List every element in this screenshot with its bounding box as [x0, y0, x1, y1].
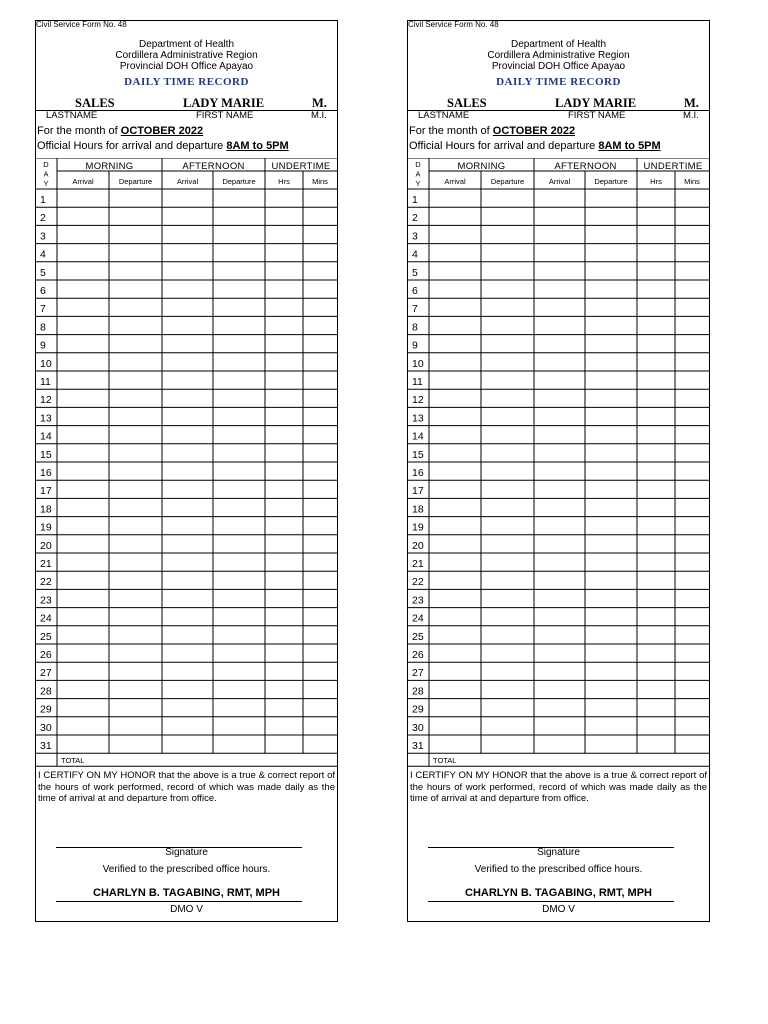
day-number: 1	[40, 194, 46, 206]
day-number: 5	[40, 266, 46, 279]
first-name-label: FIRST NAME	[568, 110, 626, 121]
day-number: 6	[412, 285, 418, 297]
day-number: 19	[40, 521, 52, 534]
day-number: 13	[412, 412, 424, 425]
column-header: Mins	[312, 177, 328, 186]
day-number: 10	[40, 357, 52, 370]
day-number: 11	[412, 376, 423, 388]
official-hours-line	[409, 140, 661, 152]
officer-title: DMO V	[542, 904, 575, 915]
day-number: 30	[40, 721, 52, 734]
day-number: 10	[412, 357, 424, 370]
day-number: 15	[40, 448, 52, 461]
officer-line	[56, 901, 302, 902]
column-header: Departure	[490, 177, 525, 186]
last-name-label: LASTNAME	[46, 110, 98, 121]
month-prefix: For the month of	[409, 125, 490, 137]
month-prefix: For the month of	[37, 125, 118, 137]
day-number: 29	[40, 703, 52, 716]
day-number: 3	[412, 230, 418, 243]
middle-initial: M.	[312, 96, 327, 110]
total-label: TOTAL	[61, 756, 85, 766]
day-number: 22	[412, 576, 424, 589]
day-number: 5	[412, 266, 418, 279]
day-number: 4	[412, 248, 418, 261]
day-number: 20	[412, 539, 424, 552]
day-number: 12	[40, 394, 52, 407]
day-number: 1	[412, 194, 418, 206]
day-header-letter: Y	[43, 179, 49, 188]
mi-label: M.I.	[683, 110, 699, 121]
day-header-letter: D	[43, 160, 49, 169]
header-line: Cordillera Administrative Region	[487, 50, 630, 61]
day-number: 30	[412, 721, 424, 734]
dtr-form-right	[407, 20, 710, 922]
verified-text: Verified to the prescribed office hours.	[474, 864, 643, 875]
column-header: Departure	[594, 177, 628, 186]
group-header: UNDERTIME	[271, 161, 331, 172]
form-number: Civil Service Form No. 48	[36, 20, 127, 29]
dtr-table	[407, 158, 710, 768]
day-number: 9	[412, 339, 418, 352]
month-value: OCTOBER 2022	[120, 125, 204, 137]
day-number: 27	[40, 667, 52, 680]
month-line	[37, 125, 203, 137]
mi-label: M.I.	[311, 110, 327, 121]
column-header: Departure	[222, 177, 256, 186]
day-number: 22	[40, 576, 52, 589]
day-header-letter: A	[415, 169, 421, 179]
column-header: Arrival	[444, 177, 466, 186]
day-number: 29	[412, 703, 424, 716]
day-number: 21	[412, 558, 424, 570]
day-number: 21	[40, 558, 52, 570]
day-header-letter: A	[43, 169, 49, 179]
day-number: 17	[412, 485, 424, 498]
first-name-label: FIRST NAME	[196, 110, 254, 121]
hours-value: 8AM to 5PM	[226, 140, 289, 152]
day-number: 31	[40, 740, 52, 752]
verifying-officer: CHARLYN B. TAGABING, RMT, MPH	[93, 887, 280, 899]
officer-title: DMO V	[170, 904, 203, 915]
month-line	[409, 125, 575, 137]
day-number: 11	[40, 376, 51, 388]
day-number: 31	[412, 740, 424, 752]
form-title: DAILY TIME RECORD	[496, 76, 621, 88]
day-number: 26	[412, 649, 424, 661]
hours-prefix: Official Hours for arrival and departure	[37, 140, 224, 152]
first-name: LADY MARIE	[183, 96, 265, 110]
day-number: 12	[412, 394, 424, 407]
day-number: 24	[40, 612, 52, 625]
day-number: 23	[40, 594, 52, 607]
day-number: 25	[412, 630, 424, 643]
day-number: 27	[412, 667, 424, 680]
header-line: Department of Health	[510, 39, 607, 50]
column-header: Hrs	[278, 177, 290, 186]
official-hours-line	[37, 140, 289, 152]
day-number: 18	[412, 503, 424, 516]
officer-line	[428, 901, 674, 902]
group-header: AFTERNOON	[554, 161, 617, 172]
day-number: 16	[40, 467, 52, 479]
verifying-officer: CHARLYN B. TAGABING, RMT, MPH	[465, 887, 652, 899]
day-number: 25	[40, 630, 52, 643]
certification-text: I CERTIFY ON MY HONOR that the above is a true & correct report of the hours of work performed, record of which was made daily as the time of arrival at and departure from office.	[38, 770, 335, 804]
column-header: Arrival	[548, 177, 571, 186]
total-label: TOTAL	[433, 756, 457, 766]
form-number: Civil Service Form No. 48	[408, 20, 499, 29]
day-number: 13	[40, 412, 52, 425]
certification-text: I CERTIFY ON MY HONOR that the above is a true & correct report of the hours of work performed, record of which was made daily as the time of arrival at and departure from office.	[410, 770, 707, 804]
day-number: 26	[40, 649, 52, 661]
last-name: SALES	[75, 96, 115, 110]
month-value: OCTOBER 2022	[492, 125, 576, 137]
day-number: 14	[412, 430, 424, 443]
form-title: DAILY TIME RECORD	[124, 76, 249, 88]
last-name-label: LASTNAME	[418, 110, 470, 121]
column-header: Departure	[118, 177, 153, 186]
day-header-letter: D	[415, 160, 421, 169]
day-number: 16	[412, 467, 424, 479]
day-number: 17	[40, 485, 52, 498]
day-number: 2	[412, 212, 418, 225]
day-number: 24	[412, 612, 424, 625]
header-line: Cordillera Administrative Region	[115, 50, 258, 61]
day-number: 9	[40, 339, 46, 352]
day-number: 6	[40, 285, 46, 297]
day-header-letter: Y	[415, 179, 421, 188]
dtr-table	[35, 158, 338, 768]
day-number: 7	[412, 303, 418, 316]
day-number: 2	[40, 212, 46, 225]
day-number: 3	[40, 230, 46, 243]
day-number: 8	[40, 321, 46, 334]
verified-text: Verified to the prescribed office hours.	[102, 864, 271, 875]
day-number: 28	[412, 685, 424, 698]
day-number: 4	[40, 248, 46, 261]
header-line: Provincial DOH Office Apayao	[119, 61, 254, 72]
day-number: 20	[40, 539, 52, 552]
day-number: 18	[40, 503, 52, 516]
last-name: SALES	[447, 96, 487, 110]
column-header: Arrival	[72, 177, 94, 186]
hours-value: 8AM to 5PM	[598, 140, 661, 152]
header-line: Provincial DOH Office Apayao	[491, 61, 626, 72]
day-number: 7	[40, 303, 46, 316]
column-header: Mins	[684, 177, 700, 186]
hours-prefix: Official Hours for arrival and departure	[409, 140, 596, 152]
group-header: MORNING	[457, 161, 506, 172]
group-header: MORNING	[85, 161, 134, 172]
group-header: AFTERNOON	[182, 161, 245, 172]
signature-label: Signature	[537, 847, 580, 858]
first-name: LADY MARIE	[555, 96, 637, 110]
signature-label: Signature	[165, 847, 208, 858]
group-header: UNDERTIME	[643, 161, 703, 172]
day-number: 15	[412, 448, 424, 461]
column-header: Hrs	[650, 177, 662, 186]
day-number: 19	[412, 521, 424, 534]
dtr-form-left	[35, 20, 338, 922]
column-header: Arrival	[176, 177, 199, 186]
middle-initial: M.	[684, 96, 699, 110]
day-number: 8	[412, 321, 418, 334]
day-number: 14	[40, 430, 52, 443]
header-line: Department of Health	[138, 39, 235, 50]
day-number: 28	[40, 685, 52, 698]
day-number: 23	[412, 594, 424, 607]
